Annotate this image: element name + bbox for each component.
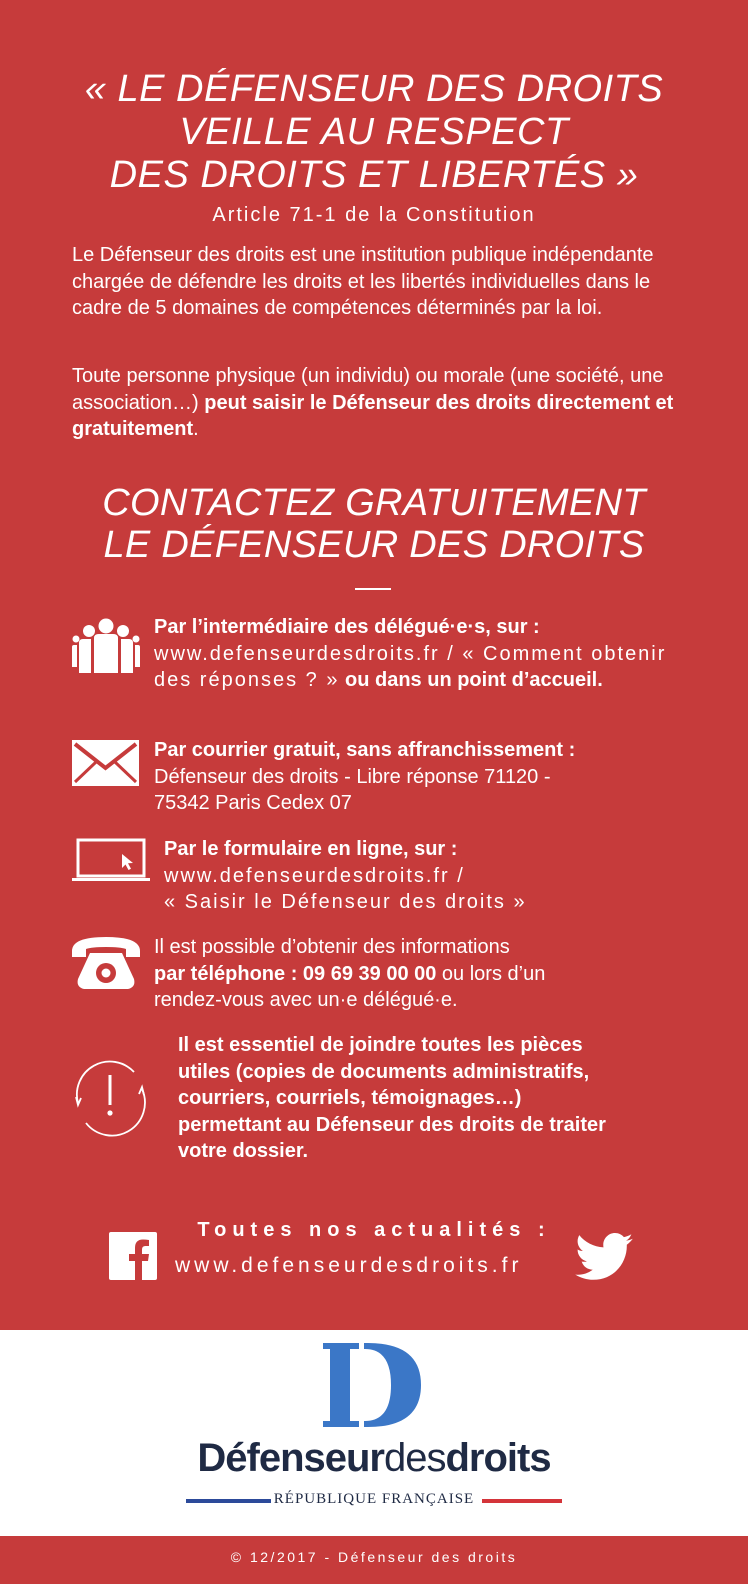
logo-wordmark <box>0 1436 748 1481</box>
intro-p2-bold: peut saisir le Défenseur des droits directement et gratuitement <box>72 391 674 440</box>
phone-line-3: rendez-vous avec un·e délégué·e. <box>154 989 458 1011</box>
social-heading: Toutes nos actualités : <box>197 1219 551 1241</box>
contact-mail <box>154 737 674 817</box>
notice-line-5: votre dossier. <box>178 1140 309 1162</box>
contact-phone <box>154 934 674 1014</box>
intro-paragraph-1: Le Défenseur des droits est une institution publique indépendante chargée de défendre les droits et les libertés individuelles dans le cadre de 5 domaines de compétences déterminés par la loi. <box>72 244 654 319</box>
quote-source: Article 71-1 de la Constitution <box>212 204 536 226</box>
twitter-icon[interactable] <box>575 1233 633 1281</box>
laptop-icon <box>72 838 150 884</box>
facebook-icon[interactable] <box>109 1232 157 1280</box>
phone-after: ou lors d’un <box>436 962 546 985</box>
intro-p2-end: . <box>193 418 199 440</box>
quote-line-2: VEILLE AU RESPECT <box>179 111 569 153</box>
notice-line-3: courriers, courriels, témoignages…) <box>178 1087 522 1109</box>
notice-text <box>178 1032 698 1165</box>
quote-line-1: « LE DÉFENSEUR DES DROITS <box>84 68 664 110</box>
delegates-url[interactable]: www.defenseurdesdroits.fr / « Comment obtenir des réponses ? » <box>154 642 667 691</box>
envelope-icon <box>72 740 139 786</box>
quote-line-3: DES DROITS ET LIBERTÉS » <box>109 154 639 196</box>
mail-label: Par courrier gratuit, sans affranchissement : <box>154 739 576 761</box>
notice-line-4: permettant au Défenseur des droits de traiter <box>178 1113 606 1136</box>
intro-p2-start: Toute personne physique (un individu) ou morale (une société, une association…) <box>72 365 664 414</box>
republic-label: RÉPUBLIQUE FRANÇAISE <box>273 1491 475 1507</box>
phone-icon <box>72 935 140 991</box>
contact-form <box>164 836 684 916</box>
contact-heading-line-2: LE DÉFENSEUR DES DROITS <box>103 524 645 566</box>
logo-word-1: Défenseur <box>197 1436 384 1480</box>
mail-address-2: 75342 Paris Cedex 07 <box>154 792 352 814</box>
phone-line-1: Il est possible d’obtenir des informations <box>154 936 510 958</box>
contact-delegates <box>154 614 674 694</box>
footer-copyright: © 12/2017 - Défenseur des droits <box>230 1549 518 1565</box>
constitution-quote <box>0 68 748 197</box>
logo-mark <box>323 1343 421 1427</box>
alert-icon <box>70 1057 150 1137</box>
delegates-end: ou dans un point d’accueil. <box>345 669 603 691</box>
notice-line-2: utiles (copies de documents administratifs, <box>178 1060 590 1083</box>
form-url-1[interactable]: www.defenseurdesdroits.fr / <box>164 864 465 887</box>
form-label: Par le formulaire en ligne, sur : <box>164 838 458 860</box>
people-icon <box>72 617 140 673</box>
form-url-2[interactable]: « Saisir le Défenseur des droits » <box>164 891 527 913</box>
intro-paragraph-2 <box>72 363 692 443</box>
contact-heading <box>0 482 748 566</box>
phone-number[interactable]: par téléphone : 09 69 39 00 00 <box>154 962 437 985</box>
mail-address-1: Défenseur des droits - Libre réponse 71120 - <box>154 765 551 788</box>
delegates-label: Par l’intermédiaire des délégué·e·s, sur : <box>154 616 540 638</box>
notice-line-1: Il est essentiel de joindre toutes les pièces <box>178 1034 583 1056</box>
logo-word-2: des <box>384 1436 446 1480</box>
divider <box>355 588 391 590</box>
social-url[interactable]: www.defenseurdesdroits.fr <box>175 1254 523 1277</box>
contact-heading-line-1: CONTACTEZ GRATUITEMENT <box>102 482 646 524</box>
logo-word-3: droits <box>445 1436 551 1480</box>
